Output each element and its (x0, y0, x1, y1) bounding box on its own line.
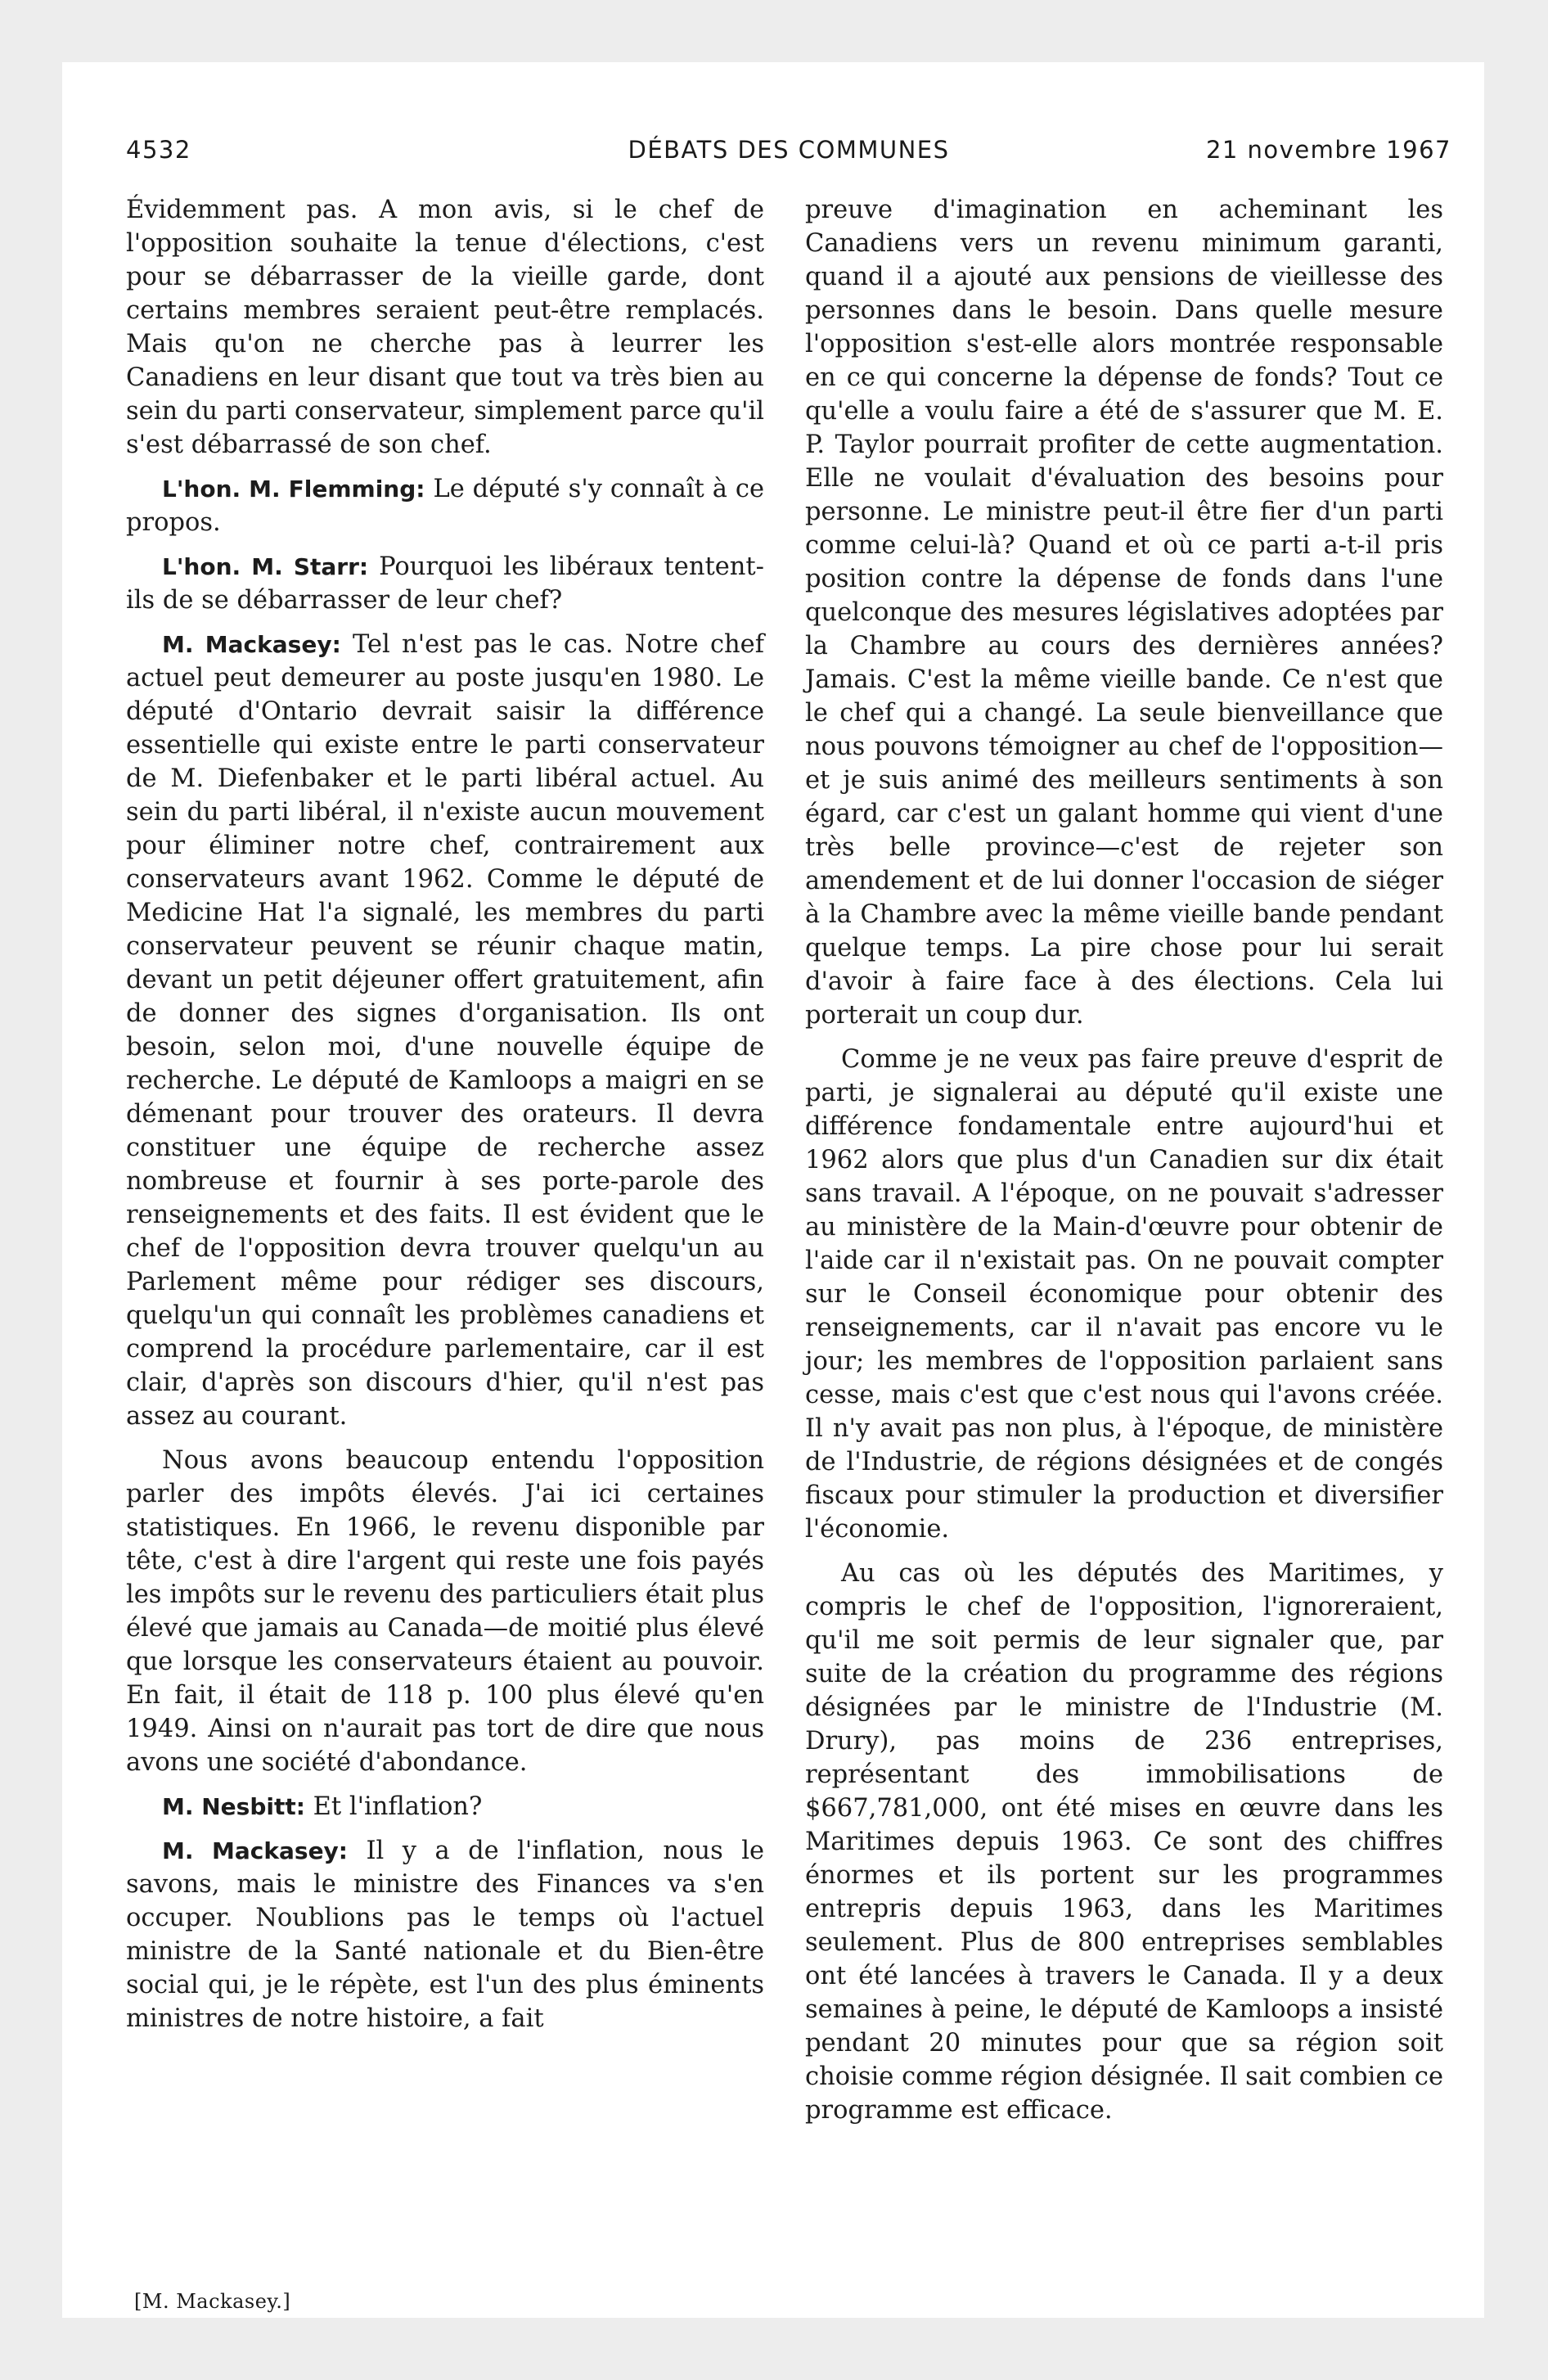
speaker-footnote: [M. Mackasey.] (134, 2290, 291, 2313)
right-column (805, 193, 1443, 2138)
page-title: DÉBATS DES COMMUNES (628, 136, 950, 164)
speaker-name: L'hon. M. Starr: (162, 553, 369, 580)
paragraph: M. Mackasey: Il y a de l'inflation, nous le savons, mais le ministre des Finances va s'en occuper. Noublions pas le temps où l'actuel ministre de la Santé nationale et du Bien-être social qui, je le répète, est l'un des plus éminents ministres de notre histoire, a fait (126, 1837, 765, 2033)
speaker-name: M. Mackasey: (162, 631, 341, 658)
paragraph: M. Mackasey: Tel n'est pas le cas. Notre chef actuel peut demeurer au poste jusqu'en 1980. Le député d'Ontario devrait saisir la différence essentielle qui existe entre le parti conservateur de M. Diefenbaker et le parti libéral actuel. Au sein du parti libéral, il n'existe aucun mouvement pour éliminer notre chef, contrairement aux conservateurs avant 1962. Comme le député de Medicine Hat l'a signalé, les membres du parti conservateur peuvent se réunir chaque matin, devant un petit déjeuner offert gratuitement, afin de donner des signes d'organisation. Ils ont besoin, selon moi, d'une nouvelle équipe de recherche. Le député de Kamloops a maigri en se démenant pour trouver des orateurs. Il devra constituer une équipe de recherche assez nombreuse et fournir à ses porte-parole des renseignements et des faits. Il est évident que le chef de l'opposition devra trouver quelqu'un au Parlement même pour rédiger ses discours, quelqu'un qui connaît les problèmes canadiens et comprend la procédure parlementaire, car il est clair, d'après son discours d'hier, qu'il n'est pas assez au courant. (126, 630, 765, 1431)
page-number: 4532 (126, 136, 191, 164)
page-header (126, 136, 1451, 177)
paragraph: preuve d'imagination en acheminant les Canadiens vers un revenu minimum garanti, quand il a ajouté aux pensions de vieillesse des personnes dans le besoin. Dans quelle mesure l'opposition s'est-elle alors montrée responsable en ce qui concerne la dépense de fonds? Tout ce qu'elle a voulu faire a été de s'assurer que M. E. P. Taylor pourrait profiter de cette augmentation. Elle ne voulait d'évaluation des besoins pour personne. Le ministre peut-il être fier d'un parti comme celui-là? Quand et où ce parti a-t-il pris position contre la dépense de fonds dans l'une quelconque des mesures législatives adoptées par la Chambre au cours des dernières années? Jamais. C'est la même vieille bande. Ce n'est que le chef qui a changé. La seule bienveillance que nous pouvons témoigner au chef de l'opposition—et je suis animé des meilleurs sentiments à son égard, car c'est un galant homme qui vient d'une très belle province—c'est de rejeter son amendement et de lui donner l'occasion de siéger à la Chambre avec la même vieille bande pendant quelque temps. La pire chose pour lui serait d'avoir à faire face à des élections. Cela lui porterait un coup dur. (805, 196, 1443, 1030)
paragraph: Nous avons beaucoup entendu l'opposition parler des impôts élevés. J'ai ici certaines statistiques. En 1966, le revenu disponible par tête, c'est à dire l'argent qui reste une fois payés les impôts sur le revenu des particuliers était plus élevé que jamais au Canada—de moitié plus élevé que lorsque les conservateurs étaient au pouvoir. En fait, il était de 118 p. 100 plus élevé qu'en 1949. Ainsi on n'aurait pas tort de dire que nous avons une société d'abondance. (126, 1446, 764, 1777)
paragraph: Au cas où les députés des Maritimes, y compris le chef de l'opposition, l'ignoreraient, qu'il me soit permis de leur signaler que, par suite de la création du programme des régions désignées par le ministre de l'Industrie (M. Drury), pas moins de 236 entreprises, représentant des immobilisations de $667,781,000, ont été mises en œuvre dans les Maritimes depuis 1963. Ce sont des chiffres énormes et ils portent sur les programmes entrepris depuis 1963, dans les Maritimes seulement. Plus de 800 entreprises semblables ont été lancées à travers le Canada. Il y a deux semaines à peine, le député de Kamloops a insisté pendant 20 minutes pour que sa région soit choisie comme région désignée. Il sait combien ce programme est efficace. (805, 1559, 1443, 2125)
page-date: 21 novembre 1967 (1205, 136, 1451, 164)
speaker-name: M. Nesbitt: (162, 1793, 305, 1820)
paragraph: Comme je ne veux pas faire preuve d'esprit de parti, je signalerai au député qu'il existe une différence fondamentale entre aujourd'hui et 1962 alors que plus d'un Canadien sur dix était sans travail. A l'époque, on ne pouvait s'adresser au ministère de la Main-d'œuvre pour obtenir de l'aide car il n'existait pas. On ne pouvait compter sur le Conseil économique pour obtenir des renseignements, car il n'avait pas encore vu le jour; les membres de l'opposition parlaient sans cesse, mais c'est que c'est nous qui l'avons créée. Il n'y avait pas non plus, à l'époque, de ministère de l'Industrie, de régions désignées et de congés fiscaux pour stimuler la production et diversifier l'économie. (805, 1045, 1443, 1544)
paragraph: Évidemment pas. A mon avis, si le chef de l'opposition souhaite la tenue d'élections, c'est pour se débarrasser de la vieille garde, dont certains membres seraient peut-être remplacés. Mais qu'on ne cherche pas à leurrer les Canadiens en leur disant que tout va très bien au sein du parti conservateur, simplement parce qu'il s'est débarrassé de son chef. (126, 196, 764, 459)
paragraph: M. Nesbitt: Et l'inflation? (162, 1792, 483, 1821)
paragraph: L'hon. M. Flemming: Le député s'y connaît à ce propos. (126, 475, 764, 537)
speaker-name: M. Mackasey: (162, 1837, 349, 1864)
speaker-name: L'hon. M. Flemming: (162, 476, 425, 503)
paragraph: L'hon. M. Starr: Pourquoi les libéraux tentent-ils de se débarrasser de leur chef? (126, 552, 764, 615)
left-column (126, 193, 764, 2046)
page (62, 62, 1484, 2318)
